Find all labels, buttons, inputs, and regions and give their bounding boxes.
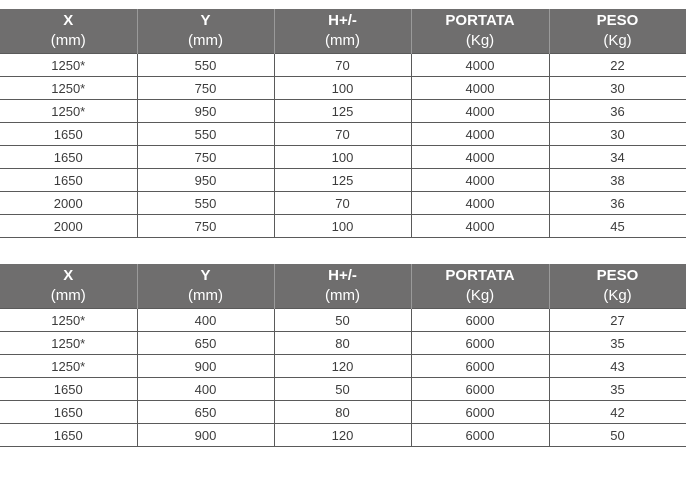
column-header [411,9,549,54]
column-header-unit: (mm) [325,287,360,304]
table-cell: 35 [549,332,686,355]
table-cell: 4000 [411,192,549,215]
table-cell: 80 [274,401,411,424]
table-cell: 550 [137,54,274,77]
column-header-name: PESO [596,12,639,29]
column-header [549,9,686,54]
table-row [0,77,686,100]
table-cell: 650 [137,332,274,355]
table-cell: 1650 [0,169,137,192]
table-cell: 4000 [411,54,549,77]
table-cell: 1650 [0,378,137,401]
table-row [0,192,686,215]
table-row [0,100,686,123]
table-cell: 2000 [0,192,137,215]
table-cell: 750 [137,77,274,100]
table-cell: 30 [549,123,686,146]
table-cell: 1650 [0,123,137,146]
table-cell: 950 [137,169,274,192]
table-cell: 80 [274,332,411,355]
column-header-name: Y [200,267,211,284]
table-row [0,146,686,169]
table-cell: 4000 [411,123,549,146]
table-cell: 4000 [411,100,549,123]
spec-table-1 [0,9,686,238]
column-header-unit: (mm) [188,32,223,49]
table-cell: 900 [137,355,274,378]
table-row [0,123,686,146]
table-cell: 38 [549,169,686,192]
table-cell: 70 [274,54,411,77]
column-header-unit: (mm) [188,287,223,304]
table-cell: 650 [137,401,274,424]
table-cell: 100 [274,77,411,100]
column-header-name: PORTATA [445,12,515,29]
table-cell: 750 [137,146,274,169]
table-row [0,332,686,355]
table-cell: 1650 [0,424,137,447]
spec-table-2 [0,264,686,447]
table-row [0,424,686,447]
table-row [0,378,686,401]
table-cell: 50 [274,309,411,332]
table-cell: 6000 [411,355,549,378]
table-cell: 100 [274,146,411,169]
column-header [137,264,274,309]
table-cell: 1250* [0,332,137,355]
table-cell: 1250* [0,309,137,332]
table-cell: 6000 [411,309,549,332]
column-header [137,9,274,54]
table-cell: 50 [549,424,686,447]
table-cell: 1250* [0,100,137,123]
column-header [0,264,137,309]
table-cell: 43 [549,355,686,378]
table-cell: 1250* [0,355,137,378]
table-cell: 6000 [411,401,549,424]
table-cell: 1650 [0,401,137,424]
table-row [0,169,686,192]
column-header [274,264,411,309]
column-header [549,264,686,309]
table-cell: 36 [549,100,686,123]
column-header-unit: (Kg) [465,32,495,49]
table-cell: 120 [274,424,411,447]
table-cell: 34 [549,146,686,169]
column-header [0,9,137,54]
table-body [0,309,686,447]
table-cell: 400 [137,309,274,332]
table-cell: 750 [137,215,274,238]
column-header-name: X [63,12,74,29]
column-header-name: PESO [596,267,639,284]
table-cell: 4000 [411,215,549,238]
table-header [0,264,686,309]
column-header-unit: (mm) [325,32,360,49]
column-header-unit: (Kg) [603,287,632,304]
column-header-unit: (mm) [50,287,86,304]
table-row [0,54,686,77]
table-cell: 400 [137,378,274,401]
table-cell: 36 [549,192,686,215]
column-header-unit: (mm) [50,32,86,49]
column-header-name: X [63,267,74,284]
table-cell: 1250* [0,54,137,77]
table-cell: 50 [274,378,411,401]
table-row [0,215,686,238]
table-cell: 900 [137,424,274,447]
column-header [411,264,549,309]
table-row [0,309,686,332]
column-header-name: Y [200,12,211,29]
table-cell: 27 [549,309,686,332]
table-cell: 950 [137,100,274,123]
column-header-name: PORTATA [445,267,515,284]
table-body [0,54,686,238]
table-cell: 4000 [411,146,549,169]
table-cell: 6000 [411,424,549,447]
table-cell: 70 [274,123,411,146]
table-cell: 4000 [411,169,549,192]
table-cell: 550 [137,123,274,146]
column-header [274,9,411,54]
table-cell: 550 [137,192,274,215]
table-cell: 42 [549,401,686,424]
table-cell: 22 [549,54,686,77]
table-cell: 125 [274,100,411,123]
table-cell: 125 [274,169,411,192]
table-cell: 1250* [0,77,137,100]
table-cell: 45 [549,215,686,238]
table-cell: 1650 [0,146,137,169]
table-cell: 100 [274,215,411,238]
table-row [0,401,686,424]
table-header [0,9,686,54]
table-cell: 6000 [411,332,549,355]
table-row [0,355,686,378]
table-cell: 35 [549,378,686,401]
table-cell: 2000 [0,215,137,238]
table-cell: 120 [274,355,411,378]
table-cell: 4000 [411,77,549,100]
column-header-unit: (Kg) [603,32,632,49]
column-header-name: H+/- [328,267,357,284]
table-cell: 70 [274,192,411,215]
table-cell: 30 [549,77,686,100]
table-cell: 6000 [411,378,549,401]
column-header-unit: (Kg) [465,287,495,304]
column-header-name: H+/- [328,12,357,29]
